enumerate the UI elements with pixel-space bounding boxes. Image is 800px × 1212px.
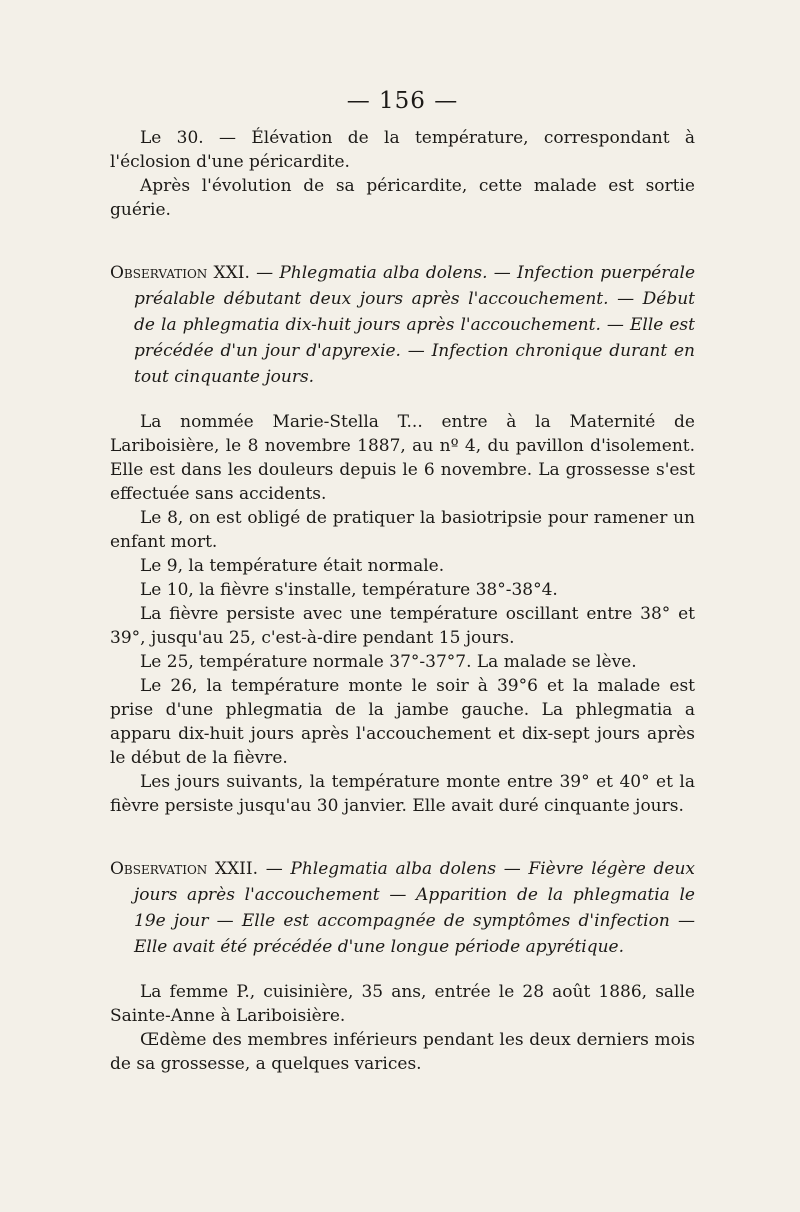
paragraph: Les jours suivants, la température monte entre 39° et 40° et la fièvre persiste jusqu'au 30 janvier. Elle avait duré cinquante jours. xyxy=(110,772,695,816)
paragraph: Œdème des membres inférieurs pendant les deux derniers mois de sa grossesse, a quelques varices. xyxy=(110,1030,695,1074)
paragraph: Le 30. — Élévation de la température, correspondant à l'éclosion d'une péricardite. xyxy=(110,128,695,172)
paragraph: Le 25, température normale 37°-37°7. La malade se lève. xyxy=(140,652,637,672)
observation-21-heading xyxy=(110,260,695,390)
observation-label: Observation XXI. xyxy=(110,263,250,283)
observation-summary: — Phlegmatia alba dolens. — Infection puerpérale préalable débutant deux jours après l'accouchement. — Début de la phlegmatia dix-huit jours après l'accouchement. — Elle est précédée d'un jour d'apyrexie. — Infection chronique durant en tout cinquante jours. xyxy=(134,263,696,387)
observation-summary: — Phlegmatia alba dolens — Fièvre légère deux jours après l'accouchement — Apparition de la phlegmatia le 19e jour — Elle est accompagnée de symptômes d'infection — Elle avait été précédée d'une longue période apyrétique. xyxy=(134,859,695,957)
observation-label: Observation XXII. xyxy=(110,859,259,879)
paragraph: Le 8, on est obligé de pratiquer la basiotripsie pour ramener un enfant mort. xyxy=(110,508,695,552)
page-content xyxy=(110,88,695,1076)
paragraph: La femme P., cuisinière, 35 ans, entrée le 28 août 1886, salle Sainte-Anne à Lariboisière. xyxy=(110,982,695,1026)
paragraph: Le 9, la température était normale. xyxy=(140,556,445,576)
paragraph: Le 26, la température monte le soir à 39°6 et la malade est prise d'une phlegmatia de la jambe gauche. La phlegmatia a apparu dix-huit jours après l'accouchement et dix-sept jours après le début de la fièvre. xyxy=(110,676,695,768)
paragraph: La fièvre persiste avec une température oscillant entre 38° et 39°, jusqu'au 25, c'est-à-dire pendant 15 jours. xyxy=(110,604,695,648)
paragraph: Le 10, la fièvre s'installe, température 38°-38°4. xyxy=(140,580,558,600)
paragraph: Après l'évolution de sa péricardite, cette malade est sortie guérie. xyxy=(110,176,695,220)
page-number: — 156 — xyxy=(346,88,459,114)
paragraph: La nommée Marie-Stella T... entre à la Maternité de Lariboisière, le 8 novembre 1887, au nº 4, du pavillon d'isolement. Elle est dans les douleurs depuis le 6 novembre. La grossesse s'est effectuée sans accidents. xyxy=(110,412,695,504)
observation-22-heading xyxy=(110,856,695,960)
